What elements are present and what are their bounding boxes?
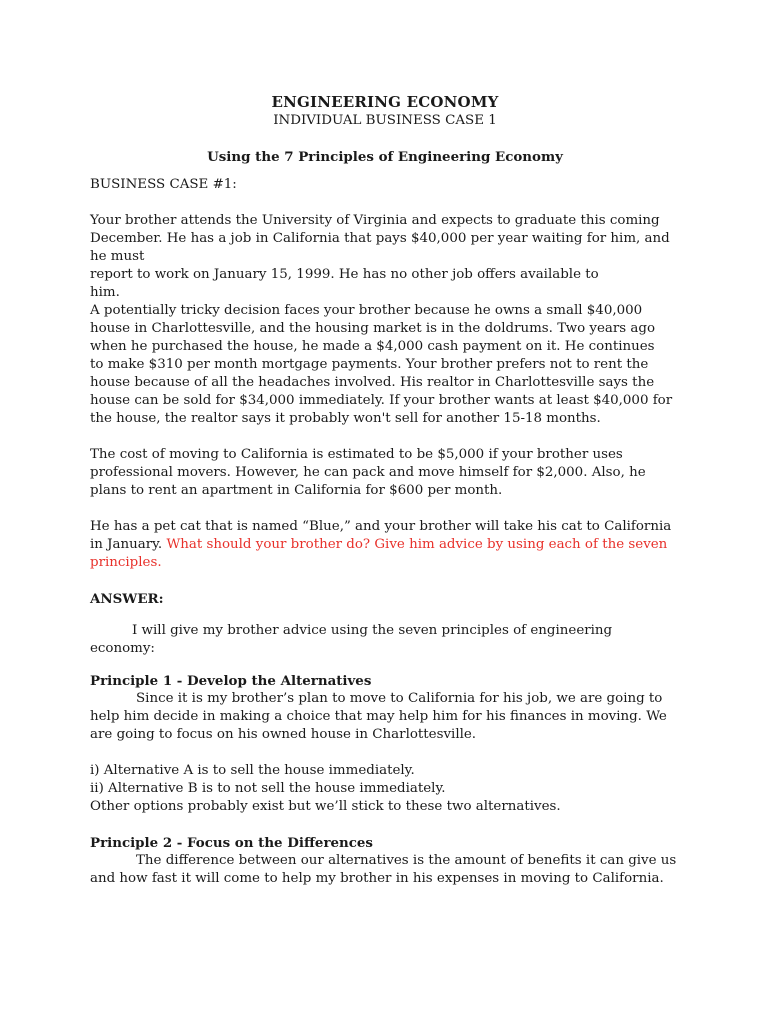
question-highlight-end: principles.: [90, 555, 162, 570]
principle-1-title: Principle 1 - Develop the Alternatives: [90, 673, 372, 689]
principle-2-line: The difference between our alternatives is the amount of benefits it can give us: [136, 853, 677, 868]
case-line: him.: [90, 285, 120, 300]
document-subtitle: INDIVIDUAL BUSINESS CASE 1: [273, 113, 497, 128]
cat-line-2: [90, 536, 680, 554]
section-heading: Using the 7 Principles of Engineering Economy: [207, 149, 563, 165]
case-label: BUSINESS CASE #1:: [90, 177, 237, 192]
alternative-item: ii) Alternative B is to not sell the house immediately.: [90, 781, 446, 796]
answer-label: ANSWER:: [90, 591, 164, 607]
principle-1-line: help him decide in making a choice that may help him for his finances in moving. We: [90, 709, 667, 724]
moving-line: plans to rent an apartment in California for $600 per month.: [90, 483, 503, 498]
moving-cost-paragraph: [90, 446, 680, 500]
case-line: report to work on January 15, 1999. He has no other job offers available to: [90, 267, 599, 282]
principle-2-body: [90, 852, 680, 888]
case-line: house because of all the headaches involved. His realtor in Charlottesville says the: [90, 375, 655, 390]
case-line: house can be sold for $34,000 immediately. If your brother wants at least $40,000 for: [90, 393, 673, 408]
case-line: when he purchased the house, he made a $4,000 cash payment on it. He continues: [90, 339, 655, 354]
moving-line: The cost of moving to California is estimated to be $5,000 if your brother uses: [90, 447, 623, 462]
case-line: A potentially tricky decision faces your brother because he owns a small $40,000: [90, 303, 643, 318]
case-line: Your brother attends the University of Virginia and expects to graduate this coming: [90, 213, 660, 228]
principle-2-line: and how fast it will come to help my brother in his expenses in moving to California.: [90, 871, 664, 886]
case-line: house in Charlottesville, and the housing market is in the doldrums. Two years ago: [90, 321, 656, 336]
question-highlight: What should your brother do? Give him advice by using each of the seven: [166, 537, 668, 552]
principle-1-line: Since it is my brother’s plan to move to California for his job, we are going to: [136, 691, 663, 706]
cat-line: He has a pet cat that is named “Blue,” and your brother will take his cat to California: [90, 519, 672, 534]
principle-1-line: are going to focus on his owned house in Charlottesville.: [90, 727, 477, 742]
answer-intro: I will give my brother advice using the seven principles of engineering economy:: [90, 623, 613, 656]
alternatives-note: Other options probably exist but we’ll stick to these two alternatives.: [90, 799, 561, 814]
principle-1-body: [90, 690, 680, 744]
document-page: [90, 92, 680, 888]
case-line: he must: [90, 249, 145, 264]
moving-line: professional movers. However, he can pack and move himself for $2,000. Also, he: [90, 465, 646, 480]
case-line: the house, the realtor says it probably won't sell for another 15-18 months.: [90, 411, 601, 426]
principle-2-title: Principle 2 - Focus on the Differences: [90, 835, 373, 851]
alternatives-list: [90, 762, 680, 816]
case-description: [90, 212, 680, 428]
case-line: December. He has a job in California that pays $40,000 per year waiting for him, and: [90, 231, 670, 246]
cat-line-plain: in January.: [90, 537, 167, 552]
alternative-item: i) Alternative A is to sell the house immediately.: [90, 763, 415, 778]
document-title: ENGINEERING ECONOMY: [271, 93, 499, 111]
case-line: to make $310 per month mortgage payments. Your brother prefers not to rent the: [90, 357, 649, 372]
cat-paragraph: [90, 518, 680, 572]
